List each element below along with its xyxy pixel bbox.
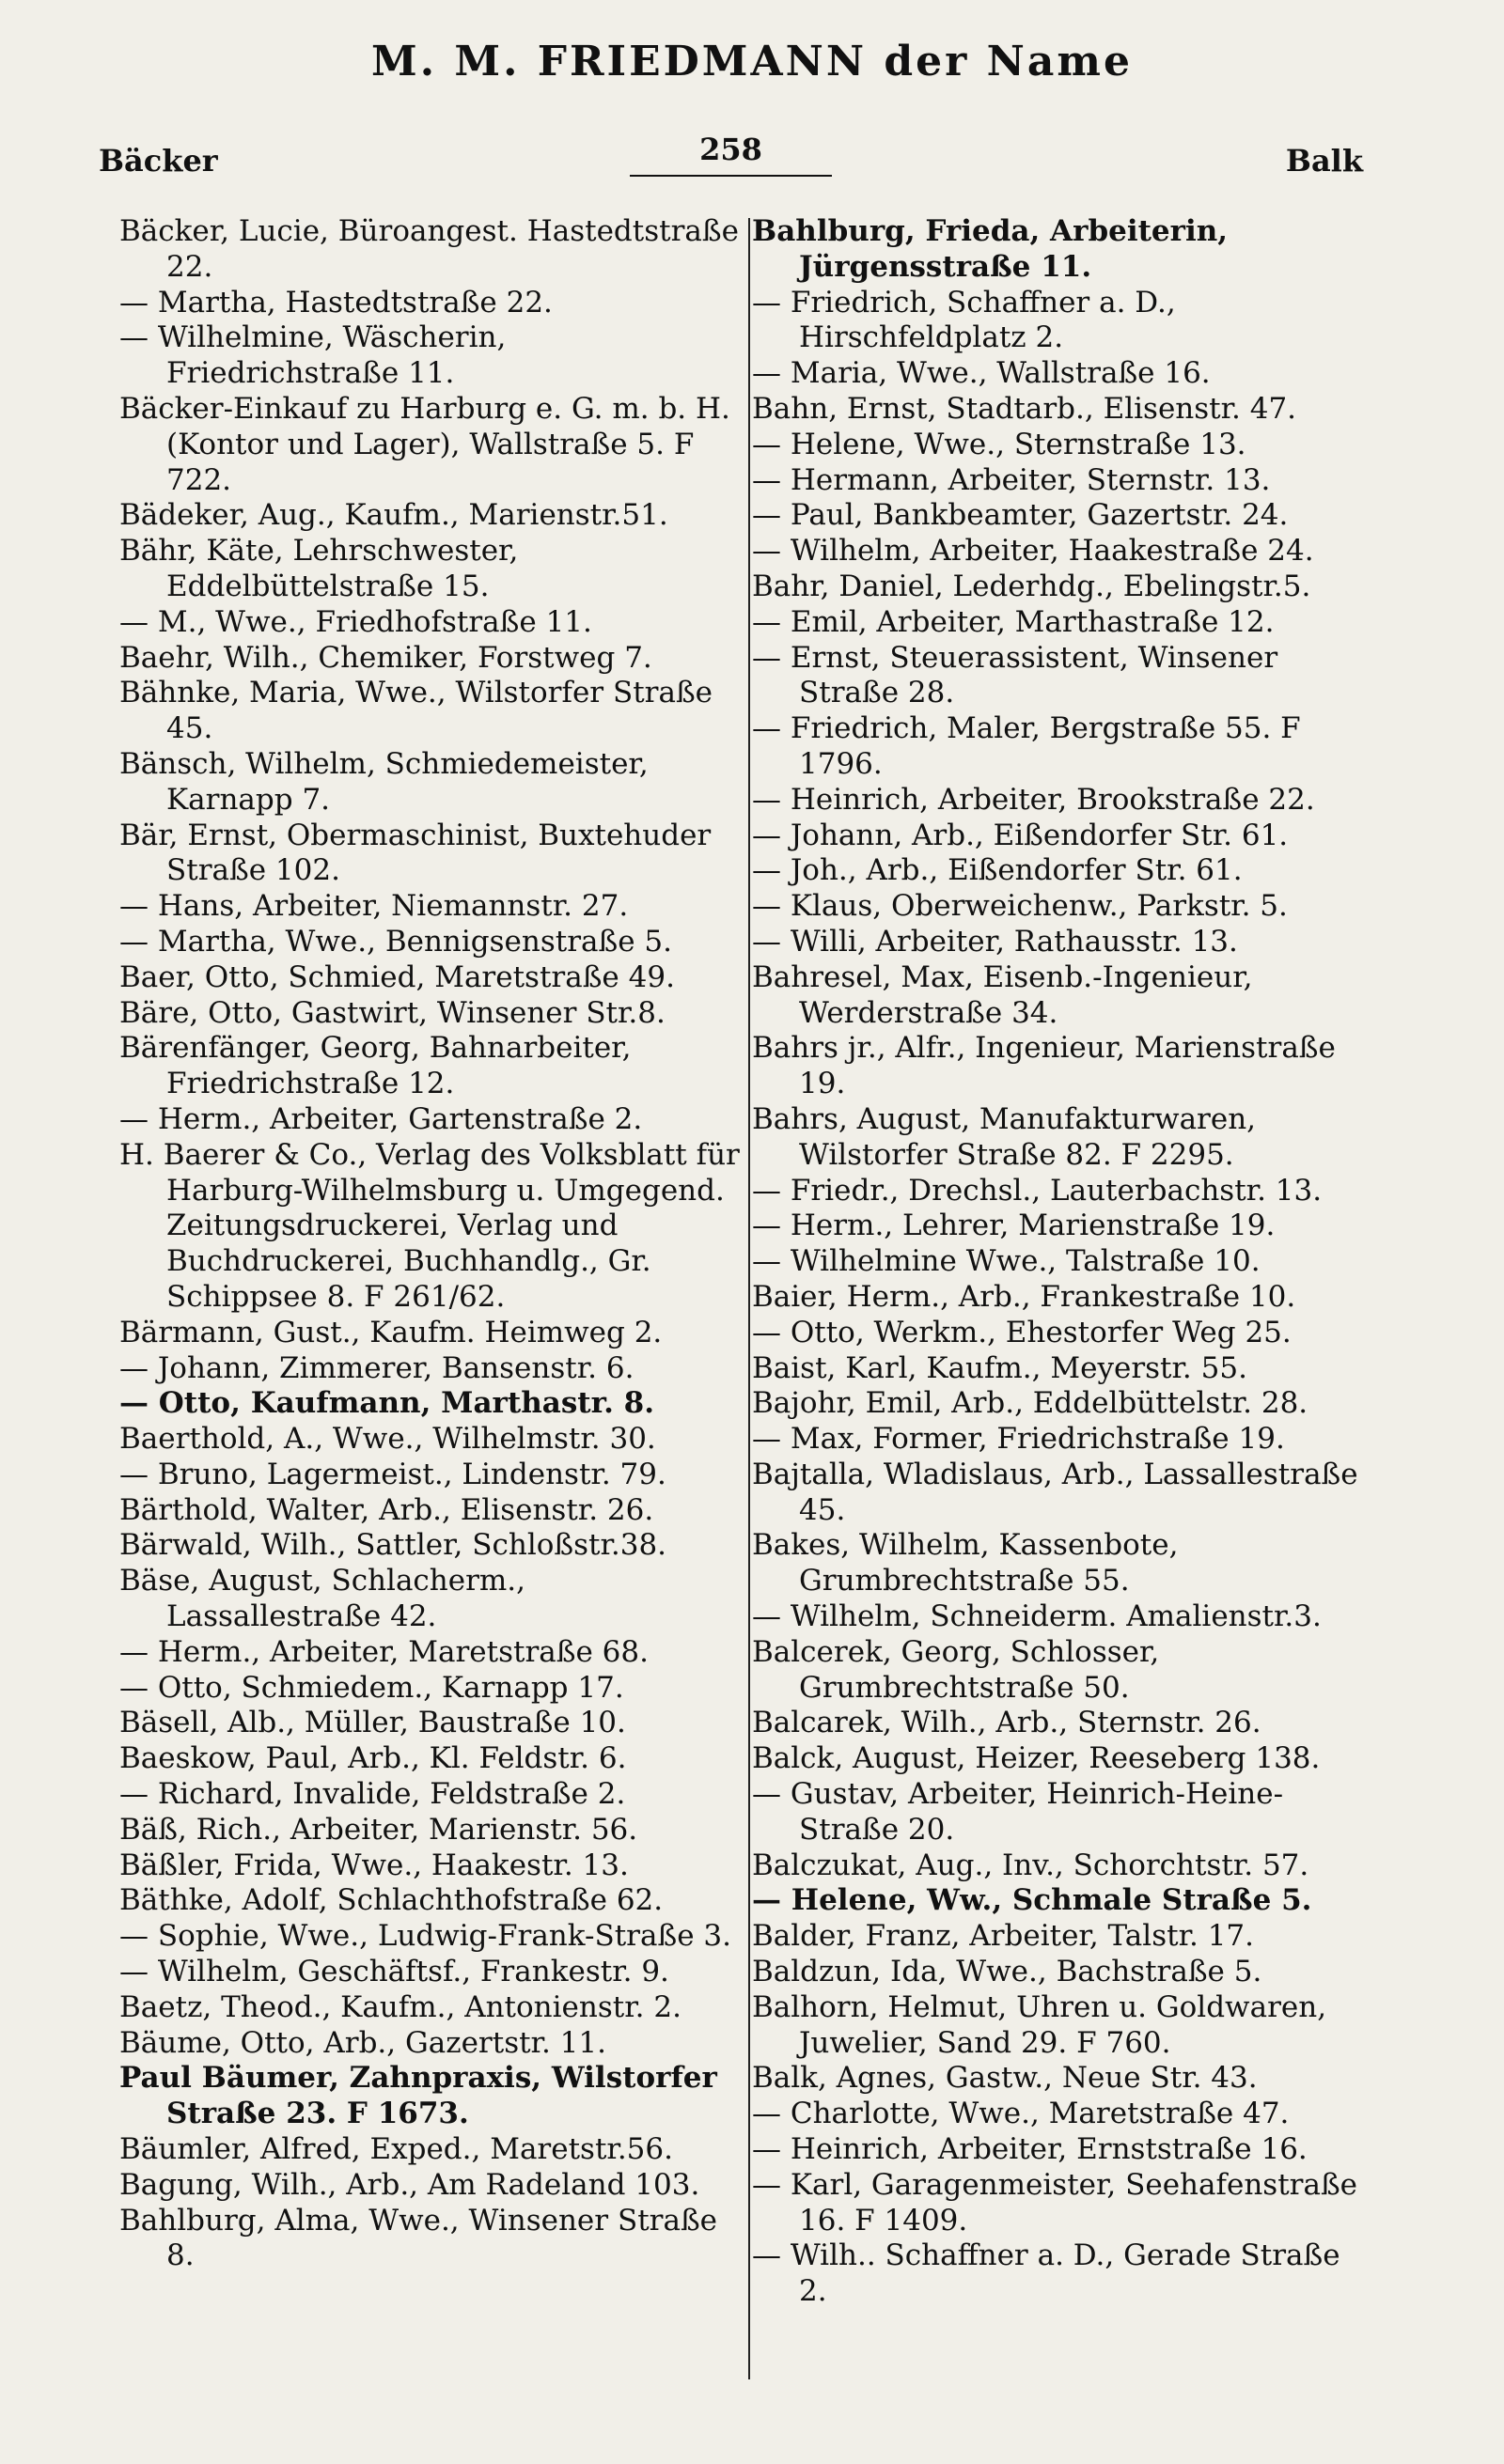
directory-entry: Bagung, Wilh., Arb., Am Radeland 103. [119, 2167, 700, 2202]
directory-entry: Balcarek, Wilh., Arb., Sternstr. 26. [752, 1706, 1261, 1740]
directory-entry: — Herm., Lehrer, Marienstraße 19. [752, 1209, 1276, 1243]
directory-entry: Balhorn, Helmut, Uhren u. Goldwaren, Juwelier, Sand 29. F 760. [752, 1989, 1327, 2060]
directory-entry: Bärmann, Gust., Kaufm. Heimweg 2. [119, 1315, 663, 1349]
left-column [119, 214, 744, 2274]
directory-entry: — Helene, Wwe., Sternstraße 13. [752, 427, 1246, 461]
directory-entry: Bäcker-Einkauf zu Harburg e. G. m. b. H. (Kontor und Lager), Wallstraße 5. F 722. [119, 391, 730, 497]
directory-entry: Bahr, Daniel, Lederhdg., Ebelingstr.5. [752, 569, 1311, 603]
directory-entry: — Willi, Arbeiter, Rathausstr. 13. [752, 924, 1238, 959]
directory-entry: — Friedr., Drechsl., Lauterbachstr. 13. [752, 1173, 1323, 1208]
column-divider [748, 218, 750, 2379]
directory-entry: Bäumler, Alfred, Exped., Maretstr.56. [119, 2132, 673, 2167]
directory-entry: — Wilhelm, Arbeiter, Haakestraße 24. [752, 534, 1314, 569]
directory-entry: — Otto, Werkm., Ehestorfer Weg 25. [752, 1315, 1292, 1349]
directory-entry: — Joh., Arb., Eißendorfer Str. 61. [752, 853, 1243, 888]
directory-entry: — M., Wwe., Friedhofstraße 11. [119, 604, 592, 639]
directory-entry: Balcerek, Georg, Schlosser, Grumbrechtstraße 50. [752, 1634, 1160, 1705]
directory-entry: Bajtalla, Wladislaus, Arb., Lassallestraße 45. [752, 1457, 1358, 1527]
directory-entry: Bäre, Otto, Gastwirt, Winsener Str.8. [119, 995, 666, 1030]
directory-entry: — Herm., Arbeiter, Gartenstraße 2. [119, 1101, 643, 1136]
page-number: 258 [630, 132, 832, 177]
directory-entry: Bakes, Wilhelm, Kassenbote, Grumbrechtstraße 55. [752, 1528, 1179, 1598]
directory-entry: — Emil, Arbeiter, Marthastraße 12. [752, 604, 1275, 639]
directory-entry: Bäßler, Frida, Wwe., Haakestr. 13. [119, 1848, 629, 1882]
directory-entry: — Sophie, Wwe., Ludwig-Frank-Straße 3. [119, 1919, 731, 1954]
directory-entry: Bahresel, Max, Eisenb.-Ingenieur, Werderstraße 34. [752, 959, 1253, 1030]
directory-entry: — Max, Former, Friedrichstraße 19. [752, 1422, 1285, 1457]
directory-entry: Baehr, Wilh., Chemiker, Forstweg 7. [119, 640, 652, 675]
directory-entry: Bärwald, Wilh., Sattler, Schloßstr.38. [119, 1528, 667, 1563]
directory-entry: — Gustav, Arbeiter, Heinrich-Heine-Straße 20. [752, 1777, 1284, 1847]
directory-entry: Baerthold, A., Wwe., Wilhelmstr. 30. [119, 1422, 656, 1457]
directory-entry: Bäcker, Lucie, Büroangest. Hastedtstraße 22. [119, 214, 739, 284]
directory-entry: — Maria, Wwe., Wallstraße 16. [752, 356, 1211, 391]
directory-entry: Bahlburg, Alma, Wwe., Winsener Straße 8. [119, 2203, 717, 2273]
directory-entry: — Hermann, Arbeiter, Sternstr. 13. [752, 462, 1271, 497]
directory-entry: Bäsell, Alb., Müller, Baustraße 10. [119, 1706, 626, 1740]
directory-entry: — Ernst, Steuerassistent, Winsener Straße 28. [752, 640, 1278, 710]
directory-entry: — Otto, Schmiedem., Karnapp 17. [119, 1670, 624, 1705]
top-banner: M. M. FRIEDMANN der Name [371, 38, 1133, 86]
directory-entry: Bajohr, Emil, Arb., Eddelbüttelstr. 28. [752, 1386, 1308, 1421]
running-head-left: Bäcker [99, 143, 218, 179]
directory-entry: — Karl, Garagenmeister, Seehafenstraße 16. F 1409. [752, 2167, 1358, 2238]
directory-entry: Bäse, August, Schlacherm., Lassallestraße 42. [119, 1564, 526, 1634]
directory-entry: — Johann, Zimmerer, Bansenstr. 6. [119, 1350, 634, 1385]
directory-entry: Bähnke, Maria, Wwe., Wilstorfer Straße 45. [119, 676, 713, 746]
directory-entry: — Heinrich, Arbeiter, Brookstraße 22. [752, 782, 1315, 817]
directory-entry: Bahlburg, Frieda, Arbeiterin, Jürgensstraße 11. [752, 214, 1229, 284]
right-column [752, 214, 1377, 2310]
directory-entry: — Martha, Wwe., Bennigsenstraße 5. [119, 924, 673, 959]
directory-entry: — Wilh.. Schaffner a. D., Gerade Straße 2. [752, 2238, 1340, 2309]
directory-entry: — Herm., Arbeiter, Maretstraße 68. [119, 1634, 649, 1669]
directory-entry: Baer, Otto, Schmied, Maretstraße 49. [119, 959, 675, 994]
directory-entry: Bähr, Käte, Lehrschwester, Eddelbüttelstraße 15. [119, 534, 519, 603]
directory-entry: — Helene, Ww., Schmale Straße 5. [752, 1883, 1312, 1918]
directory-entry: Baeskow, Paul, Arb., Kl. Feldstr. 6. [119, 1741, 627, 1776]
directory-entry: — Wilhelmine Wwe., Talstraße 10. [752, 1244, 1261, 1279]
directory-entry: Balder, Franz, Arbeiter, Talstr. 17. [752, 1919, 1254, 1954]
directory-entry: — Wilhelm, Geschäftsf., Frankestr. 9. [119, 1955, 669, 1989]
directory-entry: Bahrs jr., Alfr., Ingenieur, Marienstraße 19. [752, 1031, 1336, 1101]
running-head-right: Balk [1285, 143, 1363, 179]
directory-entry: Bäume, Otto, Arb., Gazertstr. 11. [119, 2025, 606, 2060]
directory-entry: — Charlotte, Wwe., Maretstraße 47. [752, 2097, 1290, 2131]
directory-entry: — Johann, Arb., Eißendorfer Str. 61. [752, 818, 1289, 852]
directory-entry: — Otto, Kaufmann, Marthastr. 8. [119, 1386, 655, 1421]
directory-entry: Baetz, Theod., Kaufm., Antonienstr. 2. [119, 1989, 682, 2024]
directory-entry: — Klaus, Oberweichenw., Parkstr. 5. [752, 889, 1288, 924]
directory-entry: Bärthold, Walter, Arb., Elisenstr. 26. [119, 1492, 654, 1527]
directory-entry: — Richard, Invalide, Feldstraße 2. [119, 1777, 626, 1812]
directory-entry: Bahrs, August, Manufakturwaren, Wilstorfer Straße 82. F 2295. [752, 1101, 1257, 1172]
directory-entry: Balck, August, Heizer, Reeseberg 138. [752, 1741, 1321, 1776]
directory-entry: Baist, Karl, Kaufm., Meyerstr. 55. [752, 1350, 1247, 1385]
directory-entry: Bahn, Ernst, Stadtarb., Elisenstr. 47. [752, 391, 1297, 426]
directory-entry: Bär, Ernst, Obermaschinist, Buxtehuder Straße 102. [119, 818, 712, 888]
directory-entry: Baldzun, Ida, Wwe., Bachstraße 5. [752, 1955, 1262, 1989]
directory-entry: Bäthke, Adolf, Schlachthofstraße 62. [119, 1883, 664, 1918]
directory-entry: — Hans, Arbeiter, Niemannstr. 27. [119, 889, 629, 924]
directory-entry: Bädeker, Aug., Kaufm., Marienstr.51. [119, 498, 668, 533]
directory-entry: — Friedrich, Maler, Bergstraße 55. F 1796. [752, 711, 1301, 781]
directory-entry: Balczukat, Aug., Inv., Schorchtstr. 57. [752, 1848, 1309, 1882]
directory-entry: — Friedrich, Schaffner a. D., Hirschfeldplatz 2. [752, 285, 1176, 355]
directory-entry: — Wilhelmine, Wäscherin, Friedrichstraße 11. [119, 320, 507, 391]
directory-entry: Paul Bäumer, Zahnpraxis, Wilstorfer Straße 23. F 1673. [119, 2061, 717, 2131]
directory-entry: Balk, Agnes, Gastw., Neue Str. 43. [752, 2061, 1258, 2096]
directory-entry: — Heinrich, Arbeiter, Ernststraße 16. [752, 2132, 1308, 2167]
directory-entry: Bäß, Rich., Arbeiter, Marienstr. 56. [119, 1812, 638, 1847]
directory-entry: — Wilhelm, Schneiderm. Amalienstr.3. [752, 1599, 1322, 1634]
directory-entry: — Paul, Bankbeamter, Gazertstr. 24. [752, 498, 1289, 533]
directory-entry: — Bruno, Lagermeist., Lindenstr. 79. [119, 1457, 666, 1491]
directory-entry: Bänsch, Wilhelm, Schmiedemeister, Karnapp 7. [119, 746, 649, 817]
directory-entry: Bärenfänger, Georg, Bahnarbeiter, Friedrichstraße 12. [119, 1031, 632, 1101]
directory-entry: H. Baerer & Co., Verlag des Volksblatt für Harburg-Wilhelmsburg u. Umgegend. Zeitungsdruckerei, Verlag und Buchdruckerei, Buchhandlg., Gr. Schippsee 8. F 261/62. [119, 1137, 740, 1314]
directory-entry: — Martha, Hastedtstraße 22. [119, 285, 553, 320]
directory-entry: Baier, Herm., Arb., Frankestraße 10. [752, 1279, 1296, 1314]
